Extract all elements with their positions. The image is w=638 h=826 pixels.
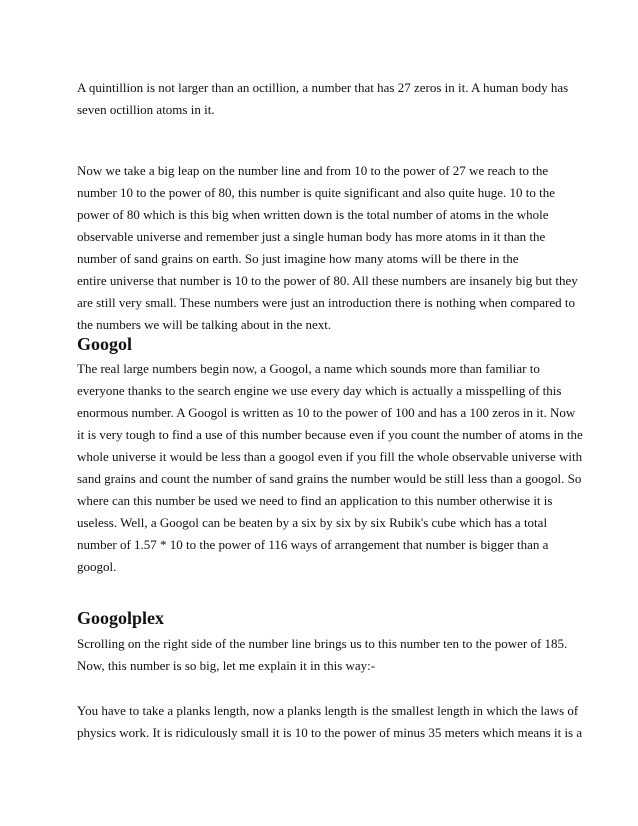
paragraph-line: power of 80 which is this big when written down is the total number of atoms in the whole [77, 207, 549, 222]
section-heading-googolplex: Googolplex [77, 608, 165, 628]
paragraph-line: The real large numbers begin now, a Googol, a name which sounds more than familiar to [77, 361, 540, 376]
paragraph-line: A quintillion is not larger than an octillion, a number that has 27 zeros in it. A human body has [77, 80, 569, 95]
paragraph-line: where can this number be used we need to find an application to this number otherwise it is [77, 493, 553, 508]
paragraph-line: number of sand grains on earth. So just imagine how many atoms will be there in the [77, 251, 519, 266]
paragraph-line: physics work. It is ridiculously small it is 10 to the power of minus 35 meters which means it is a [77, 725, 583, 740]
paragraph-line: it is very tough to find a use of this number because even if you count the number of atoms in the [77, 427, 583, 442]
paragraph-line: whole universe it would be less than a googol even if you fill the whole observable universe with [77, 449, 583, 464]
paragraph-line: useless. Well, a Googol can be beaten by a six by six by six Rubik's cube which has a total [77, 515, 548, 530]
paragraph-line: googol. [77, 559, 117, 574]
paragraph-line: number 10 to the power of 80, this number is quite significant and also quite huge. 10 to the [77, 185, 556, 200]
paragraph-line: number of 1.57 * 10 to the power of 116 ways of arrangement that number is bigger than a [77, 537, 549, 552]
paragraph-line: Scrolling on the right side of the number line brings us to this number ten to the power of 185. [77, 636, 568, 651]
paragraph-line: sand grains and count the number of sand grains the number would be still less than a googol. So [77, 471, 582, 486]
paragraph-line: are still very small. These numbers were just an introduction there is nothing when compared to [77, 295, 575, 310]
paragraph-line: entire universe that number is 10 to the power of 80. All these numbers are insanely big but they [77, 273, 578, 288]
paragraph-line: enormous number. A Googol is written as 10 to the power of 100 and has a 100 zeros in it. Now [77, 405, 576, 420]
paragraph-line: Now, this number is so big, let me explain it in this way:- [77, 658, 376, 673]
paragraph-line: everyone thanks to the search engine we use every day which is actually a misspelling of this [77, 383, 562, 398]
paragraph-line: the numbers we will be talking about in the next. [77, 317, 332, 332]
paragraph-line: observable universe and remember just a single human body has more atoms in it than the [77, 229, 546, 244]
paragraph-line: You have to take a planks length, now a planks length is the smallest length in which the laws of [77, 703, 579, 718]
paragraph-line: Now we take a big leap on the number line and from 10 to the power of 27 we reach to the [77, 163, 549, 178]
section-heading-googol: Googol [77, 334, 133, 354]
paragraph-line: seven octillion atoms in it. [77, 102, 215, 117]
